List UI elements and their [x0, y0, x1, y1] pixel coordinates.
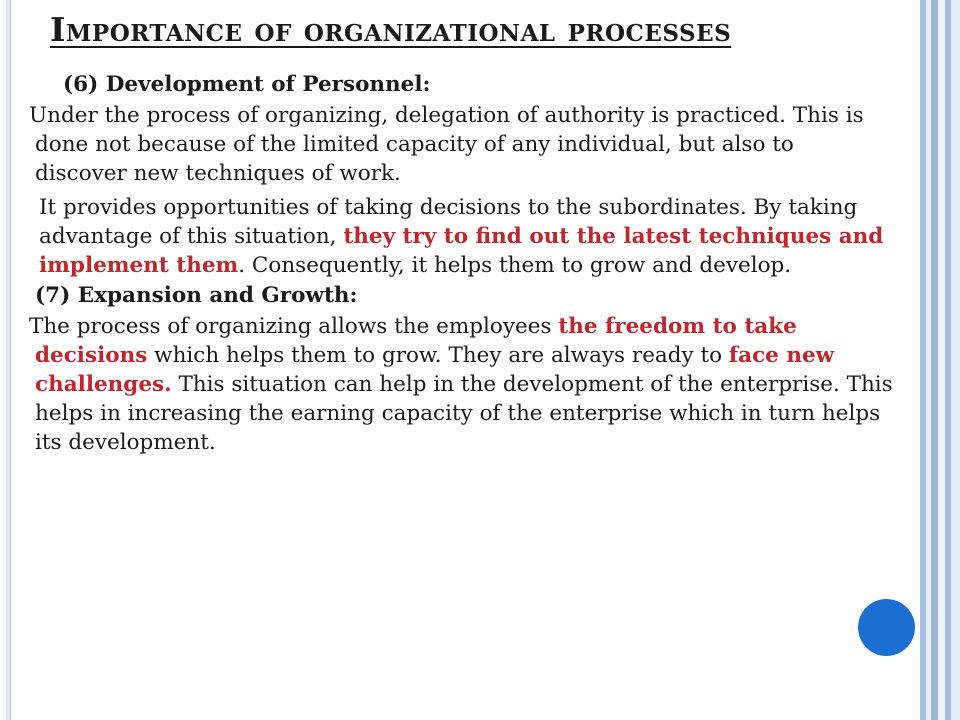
emphasized-text: face new challenges.: [35, 343, 835, 397]
slide-body: [0, 70, 900, 457]
emphasized-text: they try to find out the latest techniques and implement them: [39, 224, 884, 278]
paragraph-text: It provides opportunities of taking decisions to the subordinates. By taking advantage of this situation,: [39, 195, 858, 249]
emphasized-text: the freedom to take decisions: [35, 314, 797, 368]
slide-frame-right: [918, 0, 960, 720]
section-7-heading: (7) Expansion and Growth:: [35, 283, 358, 308]
slide-title: Importance of organizational processes: [50, 10, 732, 49]
paragraph-text: The process of organizing allows the employees: [29, 314, 559, 339]
section-6-paragraph-1: [0, 101, 875, 188]
section-7-paragraph-1: [0, 312, 905, 457]
paragraph-text: . Consequently, it helps them to grow and develop.: [238, 253, 792, 278]
paragraph-text: Under the process of organizing, delegation of authority is practiced. This is done not because of the limited capacity of any individual, but also to discover new techniques of work.: [29, 103, 864, 186]
paragraph-text: This situation can help in the development of the enterprise. This helps in increasing the earning capacity of the enterprise which in turn helps its development.: [35, 372, 893, 455]
section-6-paragraph-2: [0, 193, 884, 280]
section-6-heading: (6) Development of Personnel:: [63, 72, 431, 97]
filled-circle-icon: [858, 599, 915, 656]
paragraph-text: which helps them to grow. They are always ready to: [147, 343, 729, 368]
